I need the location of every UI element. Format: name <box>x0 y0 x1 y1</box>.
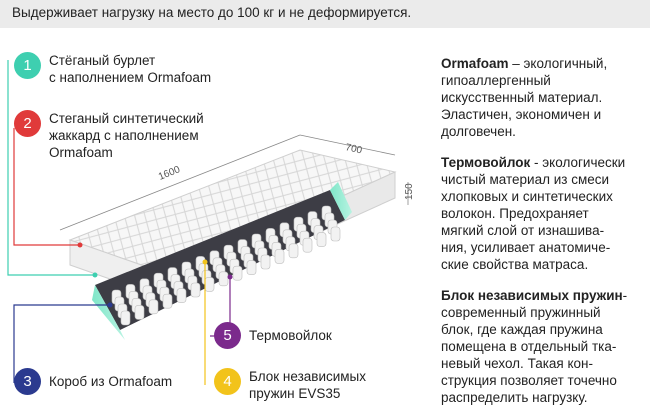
callout-1 <box>14 52 211 86</box>
badge-5: 5 <box>214 322 241 349</box>
spring <box>331 227 340 241</box>
callout-3-text: Короб из Ormafoam <box>49 374 173 389</box>
callout-3 <box>14 368 172 395</box>
info-springs-body: современный пружинный блок, где каждая пружина помещена в отдельный тка- невый чехол. Такая кон- струкция позволяет точечно распределить нагрузку. <box>441 305 617 405</box>
info-ormafoam-title: Ormafoam <box>441 56 509 71</box>
mattress-illustration <box>0 28 430 414</box>
info-ormafoam-sep: – <box>508 56 524 71</box>
length-label: 1600 <box>157 164 182 183</box>
header-text: Выдерживает нагрузку на место до 100 кг и не деформируется. <box>12 5 412 20</box>
spring <box>275 249 284 263</box>
badge-2: 2 <box>14 110 41 137</box>
spring <box>303 238 312 252</box>
spring <box>289 244 298 258</box>
badge-1: 1 <box>14 52 41 79</box>
width-label: 700 <box>344 142 363 157</box>
spring <box>219 272 228 286</box>
badge-4: 4 <box>214 368 241 395</box>
spring <box>233 266 242 280</box>
info-springs-title: Блок независимых пружин <box>441 288 623 303</box>
spring <box>149 300 158 314</box>
info-termovoylok-body: экологически чистый материал из смеси хлопковых и синтетических волокон. Предохраняет мягкий слой от изнашива- ния, усиливает анатомиче- ские свойства матраса. <box>441 155 626 272</box>
info-column <box>441 28 646 420</box>
spring <box>163 294 172 308</box>
header-bar <box>0 0 650 28</box>
callout-2-text: Стеганый синтетический жаккард с наполнением Ormafoam <box>49 111 204 160</box>
callout-1-text: Стёганый бурлет с наполнением Ormafoam <box>49 53 212 85</box>
callout-5 <box>214 322 332 349</box>
spring <box>247 261 256 275</box>
badge-3: 3 <box>14 368 41 395</box>
spring <box>261 255 270 269</box>
info-termovoylok-title: Термовойлок <box>441 155 531 170</box>
info-springs-sep: - <box>622 288 628 303</box>
spring <box>191 283 200 297</box>
spring <box>135 305 144 319</box>
info-termovoylok-sep: - <box>530 155 543 170</box>
info-springs <box>441 287 646 406</box>
callout-4 <box>214 368 366 402</box>
spring <box>205 277 214 291</box>
info-termovoylok <box>441 154 646 273</box>
info-ormafoam <box>441 55 646 140</box>
callout-4-text: Блок независимых пружин EVS35 <box>249 369 367 401</box>
spring <box>317 233 326 247</box>
callout-5-text: Термовойлок <box>249 328 332 343</box>
callout-2 <box>14 110 204 161</box>
spring <box>177 289 186 303</box>
spring <box>121 311 130 325</box>
height-label: 150 <box>404 183 415 200</box>
info-ormafoam-body: экологичный, гипоаллергенный искусственный материал. Эластичен, экономичен и долговечен. <box>441 56 608 139</box>
